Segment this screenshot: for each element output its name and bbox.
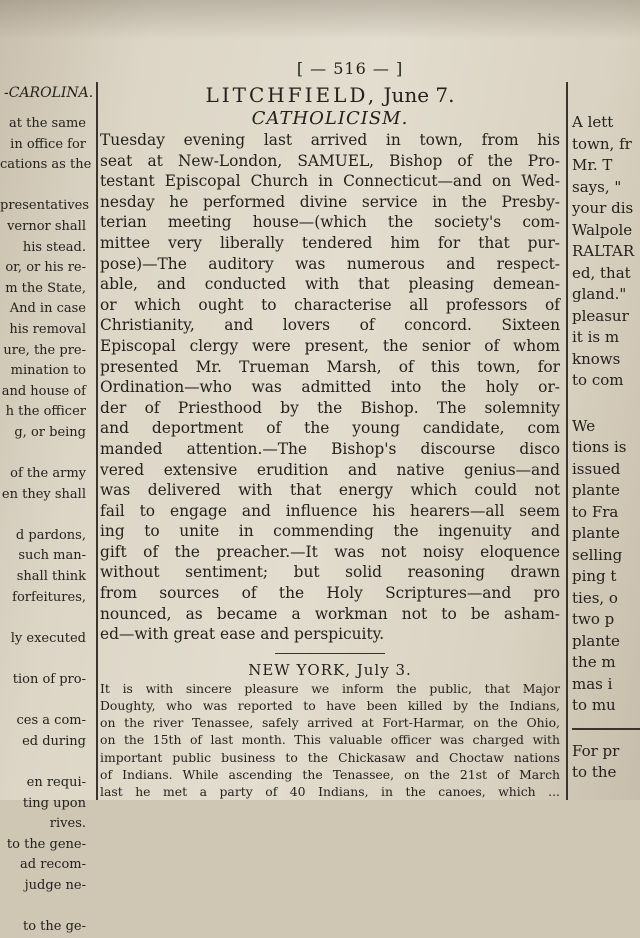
column-rule-right: [566, 82, 568, 800]
left-column-line: and house of: [1, 383, 86, 399]
right-column-line: ed, that: [572, 263, 631, 282]
page-number: [ — 516 — ]: [296, 59, 404, 78]
dateline-date: June 7.: [383, 83, 455, 107]
left-column-line: [0, 608, 88, 629]
article-line: manded attention.—The Bishop's discourse disco: [100, 439, 560, 458]
right-column-line: issued: [572, 459, 621, 478]
right-column-line: ties, o: [572, 588, 618, 607]
right-column-line: For pr: [572, 741, 620, 760]
right-column-line: plante: [572, 524, 620, 542]
dateline: [100, 82, 560, 108]
article-line: mittee very liberally tendered him for that pur-: [100, 233, 560, 252]
article-line: terian meeting house—(which the society's com-: [100, 213, 560, 232]
left-column-line: g, or being: [14, 424, 86, 440]
right-column-line: town, fr: [572, 134, 632, 153]
right-column-line: says, ": [572, 177, 622, 196]
left-column-line: in office for: [10, 136, 86, 152]
left-column-line: forfeitures,: [12, 589, 86, 605]
article-line: testant Episcopal Church in Connecticut—and on Wed-: [100, 172, 560, 191]
ny-heading: NEW YORK, July 3.: [248, 660, 412, 679]
right-column-line: two p: [572, 610, 615, 628]
left-column-line: vernor shall: [7, 218, 86, 234]
left-column-line: ly executed: [10, 630, 86, 646]
left-column-line: [0, 176, 88, 197]
right-column-line: [572, 392, 640, 416]
right-column-line: ping t: [572, 567, 617, 585]
right-column-line: to the: [572, 763, 617, 781]
right-column-line: gland.": [572, 285, 627, 303]
article-line: presented Mr. Trueman Marsh, of this town, for: [100, 357, 560, 376]
left-column-line: his removal: [9, 321, 86, 337]
ny-article-line: important public business to the Chickasaw and Choctaw nations: [100, 749, 560, 765]
left-column-line: mination to: [10, 363, 86, 379]
left-column-line: [0, 649, 88, 670]
left-column-line: ed during: [22, 733, 86, 749]
left-column-line: to the gene-: [6, 836, 86, 852]
left-column-line: such man-: [18, 548, 86, 564]
left-column-line: ad recom-: [20, 857, 86, 873]
article-line: ing to unite in commending the ingenuity and: [100, 522, 560, 541]
left-column-line: presentatives: [0, 198, 90, 214]
right-column-line: knows: [572, 349, 621, 368]
article-line: ed—with great ease and perspicuity.: [100, 625, 385, 644]
left-column-line: d pardons,: [15, 527, 86, 543]
left-column-line: ure, the pre-: [3, 342, 86, 358]
right-column-line: your dis: [572, 199, 634, 217]
ny-article-body: [100, 680, 560, 800]
article-line: or which ought to characterise all professors of: [100, 295, 560, 314]
left-column-line: rives.: [49, 816, 86, 832]
left-column-line: or, or his re-: [5, 260, 86, 276]
right-column-line: plante: [572, 631, 620, 650]
right-column-line: plante: [572, 481, 620, 499]
ny-article-line: of Indians. While ascending the Tenassee, on the 21st of March: [100, 766, 560, 782]
left-column-line: m the State,: [5, 280, 86, 296]
ny-article-line: last he met a party of 40 Indians, in the canoes, which ...: [100, 783, 560, 799]
left-column-line: judge ne-: [24, 877, 86, 893]
column-rule-left: [96, 82, 98, 800]
left-column-line: tion of pro-: [12, 672, 86, 688]
right-column-line: mas i: [572, 674, 613, 693]
left-column-line: h the officer: [5, 404, 86, 420]
right-column-line: pleasur: [572, 306, 629, 325]
article-line: nounced, as became a workman not to be asham-: [100, 604, 560, 623]
ny-article-line: Doughty, who was reported to have been killed by the Indians,: [100, 698, 560, 714]
article-line: Ordination—who was admitted into the holy or-: [100, 378, 560, 397]
right-column-line: RALTAR: [572, 242, 635, 260]
left-column-line: his stead.: [22, 239, 86, 255]
right-column-line: it is m: [572, 328, 620, 346]
right-column-divider: [572, 728, 640, 730]
left-column-line: [0, 505, 88, 526]
article-line: Christianity, and lovers of concord. Sixteen: [100, 316, 560, 335]
left-column-line: [0, 897, 88, 918]
right-column-line: selling: [572, 545, 623, 564]
ny-article-line: on the 15th of last month. This valuable officer was charged with: [100, 732, 560, 748]
main-column: [100, 58, 560, 800]
article-line: Episcopal clergy were present, the senior of whom: [100, 336, 560, 355]
article-line: pose)—The auditory was numerous and respect-: [100, 254, 560, 273]
article-line: without sentiment; but solid reasoning drawn: [100, 563, 560, 582]
right-column-line: the m: [572, 653, 616, 671]
left-column-line: [0, 444, 88, 465]
right-column-line: Mr. T: [572, 156, 613, 174]
ny-article-line: on the river Tenassee, safely arrived at Fort-Harmar, on the Ohio,: [100, 715, 560, 731]
article-line: and deportment of the young candidate, com: [100, 419, 560, 438]
left-column-line: shall think: [16, 569, 86, 585]
left-column-line: cations as the: [0, 157, 92, 173]
left-column-line: [0, 691, 88, 712]
article-line: fail to engage and influence his hearers—all seem: [100, 501, 560, 520]
left-column-fragment: [0, 85, 94, 938]
left-column-heading: -CAROLINA.: [4, 85, 94, 101]
article-line: was delivered with that energy which could not: [100, 481, 560, 500]
left-column-line: of the army: [10, 466, 86, 482]
right-column-fragment: [572, 112, 640, 784]
left-column-line: [0, 752, 88, 773]
left-column-line: ting upon: [22, 795, 86, 811]
article-line: vered extensive erudition and native genius—and: [100, 460, 560, 479]
article-title: CATHOLICISM.: [251, 108, 409, 129]
page-shadow: [0, 0, 640, 40]
right-column-line: Walpole: [572, 220, 633, 239]
right-column-line: tions is: [572, 438, 627, 456]
left-column-line: And in case: [9, 301, 86, 317]
right-column-line: to mu: [572, 696, 616, 714]
right-column-line: We: [572, 416, 596, 435]
right-column-line: to Fra: [572, 502, 619, 521]
left-column-line: to the ge-: [22, 919, 86, 935]
left-column-line: at the same: [9, 116, 86, 131]
right-column-line: to com: [572, 371, 624, 389]
left-column-line: en requi-: [26, 775, 86, 790]
article-line: der of Priesthood by the Bishop. The solemnity: [100, 398, 560, 417]
article-line: nesday he performed divine service in the Presby-: [100, 192, 560, 211]
right-column-line: A lett: [572, 113, 614, 131]
article-line: Tuesday evening last arrived in town, from his: [100, 131, 560, 149]
section-divider: [275, 653, 385, 654]
left-column-line: ces a com-: [16, 713, 86, 729]
article-line: gift of the preacher.—It was not noisy eloquence: [100, 542, 560, 561]
article-line: able, and conducted with that pleasing demean-: [100, 275, 560, 294]
dateline-place: LITCHFIELD,: [205, 83, 378, 107]
article-line: from sources of the Holy Scriptures—and pro: [100, 584, 560, 603]
article-body: [100, 130, 560, 645]
article-line: seat at New-London, SAMUEL, Bishop of the Pro-: [100, 151, 560, 170]
left-column-line: en they shall: [1, 486, 86, 502]
ny-article-line: It is with sincere pleasure we inform the public, that Major: [100, 680, 560, 696]
